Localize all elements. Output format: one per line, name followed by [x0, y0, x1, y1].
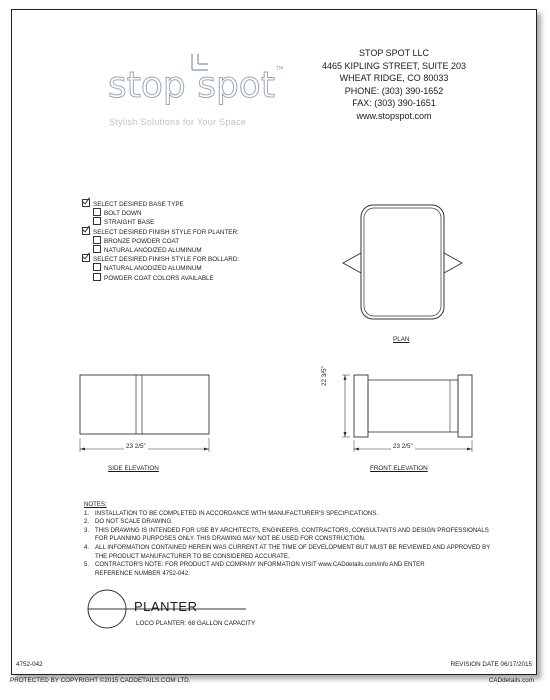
- company-address-1: 4465 KIPLING STREET, SUITE 203: [321, 60, 467, 71]
- note-item: 1. INSTALLATION TO BE COMPLETED IN ACCORDANCE WITH MANUFACTURER'S SPECIFICATIONS.: [84, 509, 378, 517]
- option-bollard-finish[interactable]: SELECT DESIRED FINISH STYLE FOR BOLLARD:: [82, 254, 239, 263]
- logo-text: stop spot: [108, 65, 275, 106]
- checked-checkbox[interactable]: [82, 227, 90, 235]
- drawing-sheet: [11, 9, 537, 675]
- side-width-dimension: 23 2/5": [126, 443, 146, 450]
- copyright-notice: PROTECTED BY COPYRIGHT ©2015 CADDETAILS.COM LTD.: [10, 677, 191, 684]
- option-planter-finish[interactable]: SELECT DESIRED FINISH STYLE FOR PLANTER:: [82, 227, 239, 236]
- company-website[interactable]: www.stopspot.com: [356, 110, 432, 121]
- option-bolt-down[interactable]: BOLT DOWN: [82, 208, 239, 217]
- reference-number: 4752-042: [16, 661, 43, 668]
- notes-title: NOTES:: [84, 501, 107, 508]
- checked-checkbox[interactable]: [82, 254, 90, 262]
- checked-checkbox[interactable]: [82, 199, 90, 207]
- drawing-title: PLANTER: [134, 599, 198, 614]
- checkbox[interactable]: [93, 208, 101, 216]
- plan-view-drawing: [332, 200, 467, 325]
- option-planter-anodized[interactable]: NATURAL ANODIZED ALUMINUM: [82, 245, 239, 254]
- option-straight-base[interactable]: STRAIGHT BASE: [82, 217, 239, 226]
- company-info: [309, 47, 479, 122]
- company-name: STOP SPOT LLC: [358, 48, 430, 58]
- caddetails-link[interactable]: CADdetails.com: [488, 677, 534, 684]
- checkbox[interactable]: [93, 217, 101, 225]
- revision-date: REVISION DATE 06/17/2015: [450, 661, 532, 668]
- brand-tagline: Stylish Solutions for Your Space: [109, 117, 247, 127]
- option-bronze-powder-coat[interactable]: BRONZE POWDER COAT: [82, 236, 239, 245]
- checkbox[interactable]: [93, 263, 101, 271]
- side-elevation-drawing: [72, 362, 232, 457]
- option-powder-coat-colors[interactable]: POWDER COAT COLORS AVAILABLE: [82, 273, 239, 282]
- stopspot-logo: [96, 46, 296, 116]
- company-fax: FAX: (303) 390-1651: [352, 98, 436, 108]
- company-phone: PHONE: (303) 390-1652: [344, 85, 444, 96]
- front-height-dimension: 22 3/5": [321, 366, 328, 386]
- option-bollard-anodized[interactable]: NATURAL ANODIZED ALUMINUM: [82, 263, 239, 272]
- front-elevation-label: FRONT ELEVATION: [370, 465, 428, 472]
- note-item: 2. DO NOT SCALE DRAWING.: [84, 518, 173, 526]
- note-item: 5. CONTRACTOR'S NOTE: FOR PRODUCT AND COMPANY INFORMATION VISIT www.CADdetails.com/info AND ENTER REFERENCE NUMBER 4752-042.: [84, 561, 425, 577]
- note-item: 3. THIS DRAWING IS INTENDED FOR USE BY ARCHITECTS, ENGINEERS, CONTRACTORS, CONSULTANTS AND DESIGN PROFESSIONALS FOR PLANNING PURPOSES ONLY. THIS DRAWING MAY NOT BE USED FOR CONSTRUCTION.: [84, 526, 489, 543]
- side-elevation-label: SIDE ELEVATION: [108, 465, 159, 472]
- checkbox[interactable]: [93, 245, 101, 253]
- drawing-subtitle: LOCO PLANTER: 68 GALLON CAPACITY: [136, 620, 256, 627]
- front-width-dimension: 23 2/5": [393, 443, 413, 450]
- notes-section: [84, 501, 490, 578]
- note-item: 4. ALL INFORMATION CONTAINED HEREIN WAS CURRENT AT THE TIME OF DEVELOPMENT BUT MUST BE REVIEWED AND APPROVED BY THE PRODUCT MANUFACTURER TO BE CONSIDERED ACCURATE.: [84, 543, 491, 560]
- company-address-2: WHEAT RIDGE, CO 80033: [339, 73, 449, 83]
- options-checklist: [82, 199, 239, 282]
- plan-label: PLAN: [393, 336, 410, 343]
- checkbox[interactable]: [93, 273, 101, 281]
- option-base-type[interactable]: SELECT DESIRED BASE TYPE: [82, 199, 239, 208]
- trademark-mark: TM: [276, 66, 284, 72]
- checkbox[interactable]: [93, 236, 101, 244]
